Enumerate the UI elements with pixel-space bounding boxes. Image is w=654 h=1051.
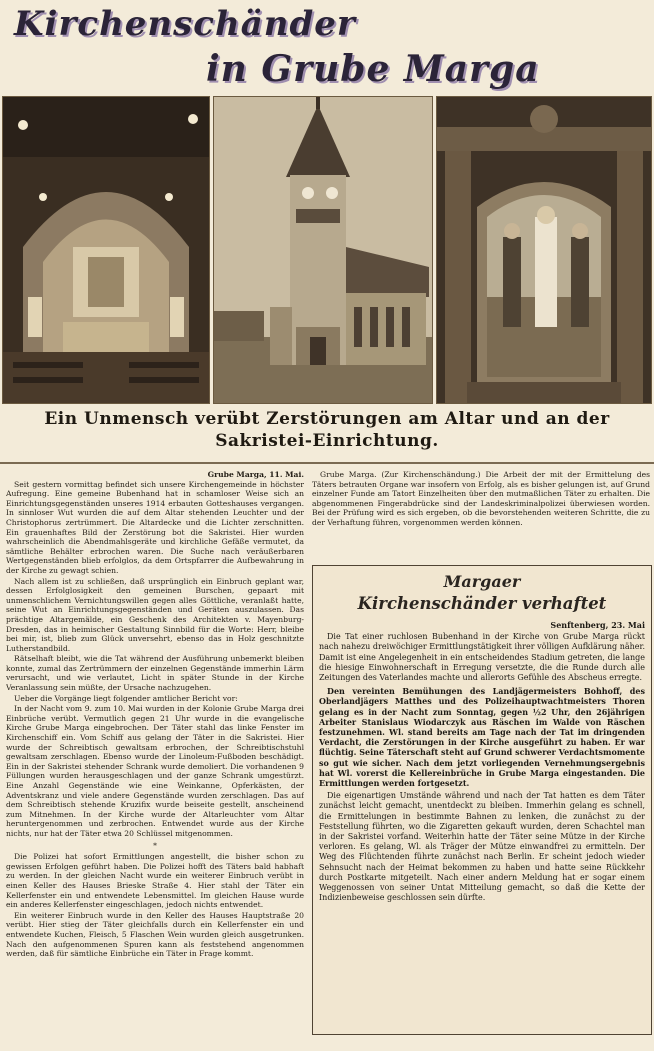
church-interior-image bbox=[3, 97, 209, 403]
left-dateline: Grube Marga, 11. Mai. bbox=[207, 470, 304, 479]
sub-article-body bbox=[319, 620, 645, 1030]
left-paragraph-3: Rätselhaft bleibt, wie die Tat während der Ausführung unbemerkt bleiben konnte, zumal das Zertrümmern der einzelnen Gegenstände immerhin Lärm verursacht, und wie verlautet, Licht in später Stunde in der Kirche Veranlassung sein müßte, der Ursache nachzugehen. bbox=[6, 654, 304, 693]
sub-headline-1: Margaer bbox=[443, 572, 521, 591]
sub-paragraph-3: Die eigenartigen Umstände während und nach der Tat hatten es dem Täter zunächst leicht gemacht, unentdeckt zu bleiben. Immerhin gelang es schnell, die Ermittelungen in bestimmte Bahnen zu lenken, die zunächst zu der Feststellung führten, wo die Zigaretten gekauft wurden, deren Schachtel man in der Sakristei vorfand. Weiterhin hatte der Täter seine Mütze in der Kirche verloren. Es gelang, Wl. als Träger der Mütze einwandfrei zu ermitteln. Der Weg des Flüchtenden führte zunächst nach Berlin. Er scheint jedoch wieder Sehnsucht nach der Heimat bekommen zu haben und hatte seine Rückkehr durch Postkarte mitgeteilt. Nach einer andern Meldung hat er sogar einem Weggenossen von seiner Untat Mitteilung gemacht, so daß die Kette der Indizienbeweise geschlossen sein dürfte. bbox=[319, 791, 645, 903]
separator-star: * bbox=[153, 840, 157, 850]
right-paragraph-1: Grube Marga. (Zur Kirchenschändung.) Die Arbeit der mit der Ermittelung des Täters betrauten Organe war insofern von Erfolg, als es bisher gelungen ist, auf Grund einzelner Funde am Tatort Einzelheiten über den mutmaßlichen Täter zu erhalten. Die abgenommenen Fingerabdrücke sind der Landeskriminalpolizei überwiesen worden. Bei der Prüfung wird es sich ergeben, ob die bevorstehenden weiteren Schritte, die zu der Verhaftung führen, vorgenommen werden können. bbox=[312, 470, 650, 527]
headline bbox=[6, 4, 650, 90]
left-article bbox=[6, 470, 304, 1046]
photo-church-exterior bbox=[213, 96, 433, 404]
sub-paragraph-1: Die Tat einer ruchlosen Bubenhand in der Kirche von Grube Marga rückt nach nahezu dreiwöchiger Ermittlungstätigkeit ihrer völligen Aufklärung näher. Damit ist eine Angelegenheit in ein entscheidendes Stadium getreten, die lange die hiesige Einwohnerschaft in Erregung versetzte, die die Runde durch alle Zeitungen des Vaterlandes machte und allerorts Gefühle des Abscheus erregte. bbox=[319, 632, 645, 683]
headline-line-1: Kirchenschänder bbox=[14, 4, 356, 44]
photo-altar-painting bbox=[436, 96, 652, 404]
left-paragraph-6: Die Polizei hat sofort Ermittlungen angestellt, die bisher schon zu gewissen Erfolgen geführt haben. Die Polizei hofft des Täters bald habhaft zu werden. In der gleichen Nacht wurde ein weiterer Einbruch verübt in einen Keller des Hauses Brieske Straße 4. Hier stahl der Täter ein Kellerfenster ein und entwendete Lebensmittel. Im gleichen Hause wurde ein anderes Kellerfenster eingeschlagen, jedoch nichts entwendet. bbox=[6, 852, 304, 910]
sub-dateline: Senftenberg, 23. Mai bbox=[550, 620, 645, 630]
sub-headline-2: Kirchenschänder verhaftet bbox=[357, 594, 607, 613]
sub-paragraph-2: Den vereinten Bemühungen des Landjägermeisters Bohhoff, des Oberlandjägers Matthes und des Polizeihauptwachtmeisters Thoren gelang es in der Nacht zum Sonntag, gegen ½2 Uhr, den 26jährigen Arbeiter Stanislaus Wiodarczyk aus Räschen im Walde von Räschen festzunehmen. Wl. stand bereits am Tage nach der Tat im dringenden Verdacht, die Zerstörungen in der Kirche ausgeführt zu haben. Er war flüchtig. Seine Täterschaft steht auf Grund schwerer Verdachtsmomente so gut wie sicher. Nach dem jetzt vorliegenden Vernehmungsergebnis hat Wl. vorerst die Kellereinbrüche in Grube Marga eingestanden. Die Ermittlungen werden fortgesetzt. bbox=[319, 686, 645, 789]
altar-painting-image bbox=[437, 97, 651, 403]
left-paragraph-4: Ueber die Vorgänge liegt folgender amtlicher Bericht vor: bbox=[14, 693, 238, 703]
church-exterior-image bbox=[214, 97, 432, 403]
left-paragraph-1: Seit gestern vormittag befindet sich unsere Kirchengemeinde in höchster Aufregung. Eine gemeine Bubenhand hat in schamloser Weise sich an Einrichtungsgegenständen unseres 1914 erbauten Gotteshauses vergangen. In sinnloser Wut wurden die auf dem Altar stehenden Leuchter und der Christophorus zertrümmert. Die Altardecke und die Lichter zerschnitten. Ein grauenhaftes Bild der Zerstörung bot die Sakristei. Hier wurden wahrscheinlich die Abendmahlsgeräte und kirchliche Gefäße vermutet, da sämtliche Behälter erbrochen waren. Die Suche nach veräußerbaren Wertgegenständen blieb erfolglos, da dem Ortspfarrer die Aufbewahrung in der Kirche zu gewagt schien. bbox=[6, 479, 304, 575]
headline-line-2: in Grube Marga bbox=[206, 48, 540, 90]
left-paragraph-5: In der Nacht vom 9. zum 10. Mai wurden in der Kolonie Grube Marga drei Einbrüche verübt. Vermutlich gegen 21 Uhr wurde in die evangelische Kirche Grube Marga eingebrochen. Der Täter stahl das linke Fenster im Kirchenschiff ein. Vom Schiff aus gelang der Täter in die Sakristei. Hier wurde der Schreibtisch gewaltsam erbrochen, der Schreibtischstuhl gewaltsam zerschlagen. Ebenso wurde der Linoleum-Fußboden beschädigt. Ein in der Sakristei stehender Schrank wurde demoliert. Die vorhandenen 9 Füllungen wurden herausgeschlagen und der ganze Schrank umgestürzt. Eine Anzahl Gegenstände wie eine Weinkanne, Opferkästen, der Adventskranz und viele andere Gegenstände wurden zerschlagen. Das auf dem Schreibtisch stehende Kruzifix wurde beiseite gestellt, anscheinend zum Mitnehmen. In der Kirche wurde der Altarleuchter vom Altar heruntergenommen und zerbrochen. Entwendet wurde aus der Kirche nichts, nur hat der Täter etwa 20 Schlüssel mitgenommen. bbox=[6, 704, 304, 838]
left-paragraph-2: Nach allem ist zu schließen, daß ursprünglich ein Einbruch geplant war, dessen Erfolglosigkeit den gemeinen Burschen, gepaart mit unmenschlichem Vernichtungswillen gegen alles Göttliche, veranlaßt hatte, seine Wut an Einrichtungsgegenständen und Geräten auszulassen. Das prächtige Altargemälde, ein Geschenk des Architekten v. Mayenburg-Dresden, das in heimischer Gestaltung Sinnbild für die Worte: Herr, bleibe bei mir, ist, blieb zum Glück unversehrt, ebenso das in Holz geschnitzte Lutherstandbild. bbox=[6, 576, 304, 653]
right-article bbox=[312, 470, 650, 562]
photo-caption: Ein Unmensch verübt Zerstörungen am Altar und an der Sakristei-Einrichtung. bbox=[44, 409, 610, 451]
left-paragraph-7: Ein weiterer Einbruch wurde in den Keller des Hauses Hauptstraße 20 verübt. Hier stieg der Täter gleichfalls durch ein Kellerfenster ein und entwendete Kuchen, Fleisch, 5 Flaschen Wein wurden gleich ausgetrunken. Nach den aufgenommenen Spuren kann als feststehend angenommen werden, daß für sämtliche Einbrüche ein Täter in Frage kommt. bbox=[6, 910, 304, 959]
sub-article-box bbox=[312, 565, 652, 1035]
photo-church-interior bbox=[2, 96, 210, 404]
caption-rule bbox=[0, 462, 654, 464]
